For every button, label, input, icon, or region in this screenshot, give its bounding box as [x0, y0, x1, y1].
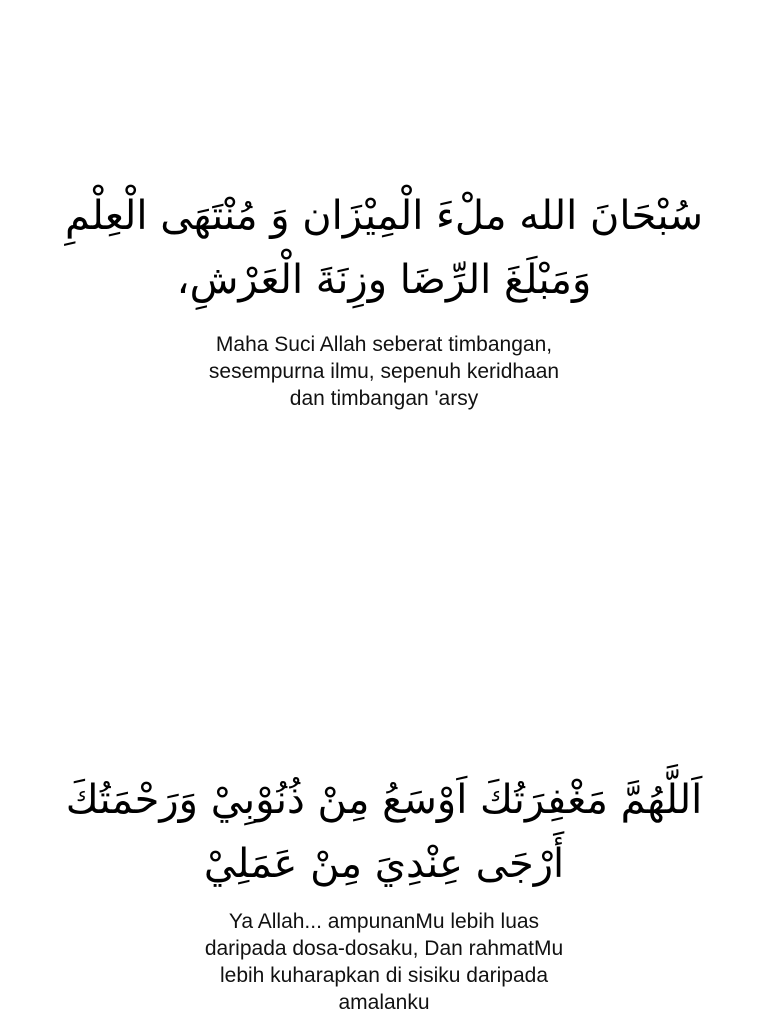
translation-2-line-2: daripada dosa-dosaku, Dan rahmatMu [204, 937, 564, 960]
translation-2-line-3: lebih kuharapkan di sisiku daripada [219, 964, 549, 987]
translation-1-line-3: dan timbangan 'arsy [289, 387, 479, 410]
translation-2-line-1: Ya Allah... ampunanMu lebih luas [228, 910, 540, 933]
arabic-prayer-1-line-2: وَمَبْلَغَ الرِّضَا وزِنَةَ الْعَرْشِ، [176, 257, 592, 303]
translation-1 [0, 331, 768, 412]
translation-1-line-1: Maha Suci Allah seberat timbangan, [215, 333, 553, 356]
arabic-prayer-2-line-2: أَرْجَى عِنْدِيَ مِنْ عَمَلِيْ [203, 841, 565, 887]
arabic-prayer-2-line-1: اَللَّهُمَّ مَغْفِرَتُكَ اَوْسَعُ مِنْ ذُنُوْبِيْ وَرَحْمَتُكَ [65, 777, 703, 823]
arabic-prayer-1 [0, 184, 768, 312]
translation-1-line-2: sesempurna ilmu, sepenuh keridhaan [208, 360, 560, 383]
arabic-prayer-1-line-1: سُبْحَانَ الله ملْءَ الْمِيْزَان وَ مُنْتَهَى الْعِلْمِ [65, 193, 703, 239]
arabic-prayer-2 [0, 768, 768, 896]
translation-2 [0, 908, 768, 1016]
translation-2-line-4: amalanku [338, 991, 430, 1014]
